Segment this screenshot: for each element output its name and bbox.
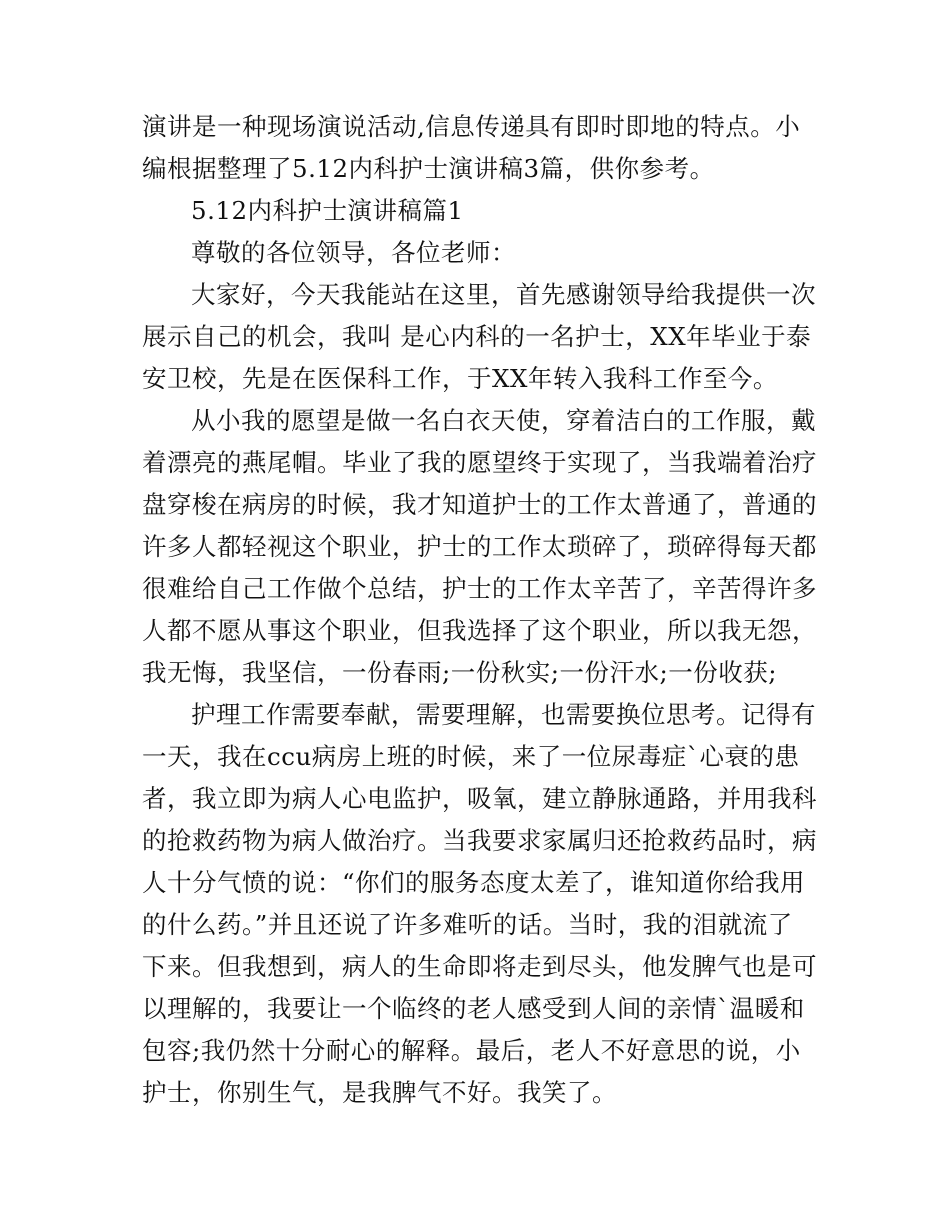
text-line: 人十分气愤的说：“你们的服务态度太差了，谁知道你给我用 bbox=[142, 868, 806, 897]
section-heading: 5.12内科护士演讲稿篇1 bbox=[191, 196, 464, 225]
text-line: 演讲是一种现场演说活动,信息传递具有即时即地的特点。小 bbox=[142, 112, 801, 141]
text-line: 一天，我在ccu病房上班的时候，来了一位尿毒症`心衰的患 bbox=[142, 742, 800, 771]
text-line: 以理解的，我要让一个临终的老人感受到人间的亲情`温暖和 bbox=[142, 994, 805, 1023]
text-line: 从小我的愿望是做一名白衣天使，穿着洁白的工作服，戴 bbox=[191, 406, 816, 435]
text-line: 者，我立即为病人心电监护，吸氧，建立静脉通路，并用我科 bbox=[142, 784, 817, 813]
body-paragraph-1 bbox=[142, 274, 816, 400]
body-paragraph-2 bbox=[142, 400, 817, 694]
body-paragraph-3 bbox=[142, 694, 817, 1114]
text-line: 的抢救药物为病人做治疗。当我要求家属归还抢救药品时，病 bbox=[142, 826, 817, 855]
text-line: 许多人都轻视这个职业，护士的工作太琐碎了，琐碎得每天都 bbox=[142, 532, 817, 561]
text-line: 展示自己的机会，我叫 是心内科的一名护士，XX年毕业于泰 bbox=[142, 322, 812, 351]
text-line: 安卫校，先是在医保科工作，于XX年转入我科工作至今。 bbox=[142, 364, 778, 393]
text-line: 很难给自己工作做个总结，护士的工作太辛苦了，辛苦得许多 bbox=[142, 574, 817, 603]
text-line: 包容;我仍然十分耐心的解释。最后，老人不好意思的说，小 bbox=[142, 1036, 801, 1065]
text-line: 着漂亮的燕尾帽。毕业了我的愿望终于实现了，当我端着治疗 bbox=[142, 448, 817, 477]
salutation: 尊敬的各位领导，各位老师： bbox=[191, 238, 516, 267]
document-body bbox=[142, 106, 817, 1114]
text-line: 护士，你别生气，是我脾气不好。我笑了。 bbox=[142, 1078, 617, 1107]
text-line: 护理工作需要奉献，需要理解，也需要换位思考。记得有 bbox=[191, 700, 816, 729]
text-line: 人都不愿从事这个职业，但我选择了这个职业，所以我无怨， bbox=[142, 616, 817, 645]
intro-paragraph bbox=[142, 106, 812, 190]
text-line: 下来。但我想到，病人的生命即将走到尽头，他发脾气也是可 bbox=[142, 952, 817, 981]
text-line: 大家好，今天我能站在这里，首先感谢领导给我提供一次 bbox=[191, 280, 816, 309]
text-line: 编根据整理了5.12内科护士演讲稿3篇，供你参考。 bbox=[142, 154, 715, 183]
text-line: 的什么药。”并且还说了许多难听的话。当时，我的泪就流了 bbox=[142, 910, 793, 939]
text-line: 我无悔，我坚信，一份春雨;一份秋实;一份汗水;一份收获; bbox=[142, 658, 778, 687]
text-line: 盘穿梭在病房的时候，我才知道护士的工作太普通了，普通的 bbox=[142, 490, 817, 519]
